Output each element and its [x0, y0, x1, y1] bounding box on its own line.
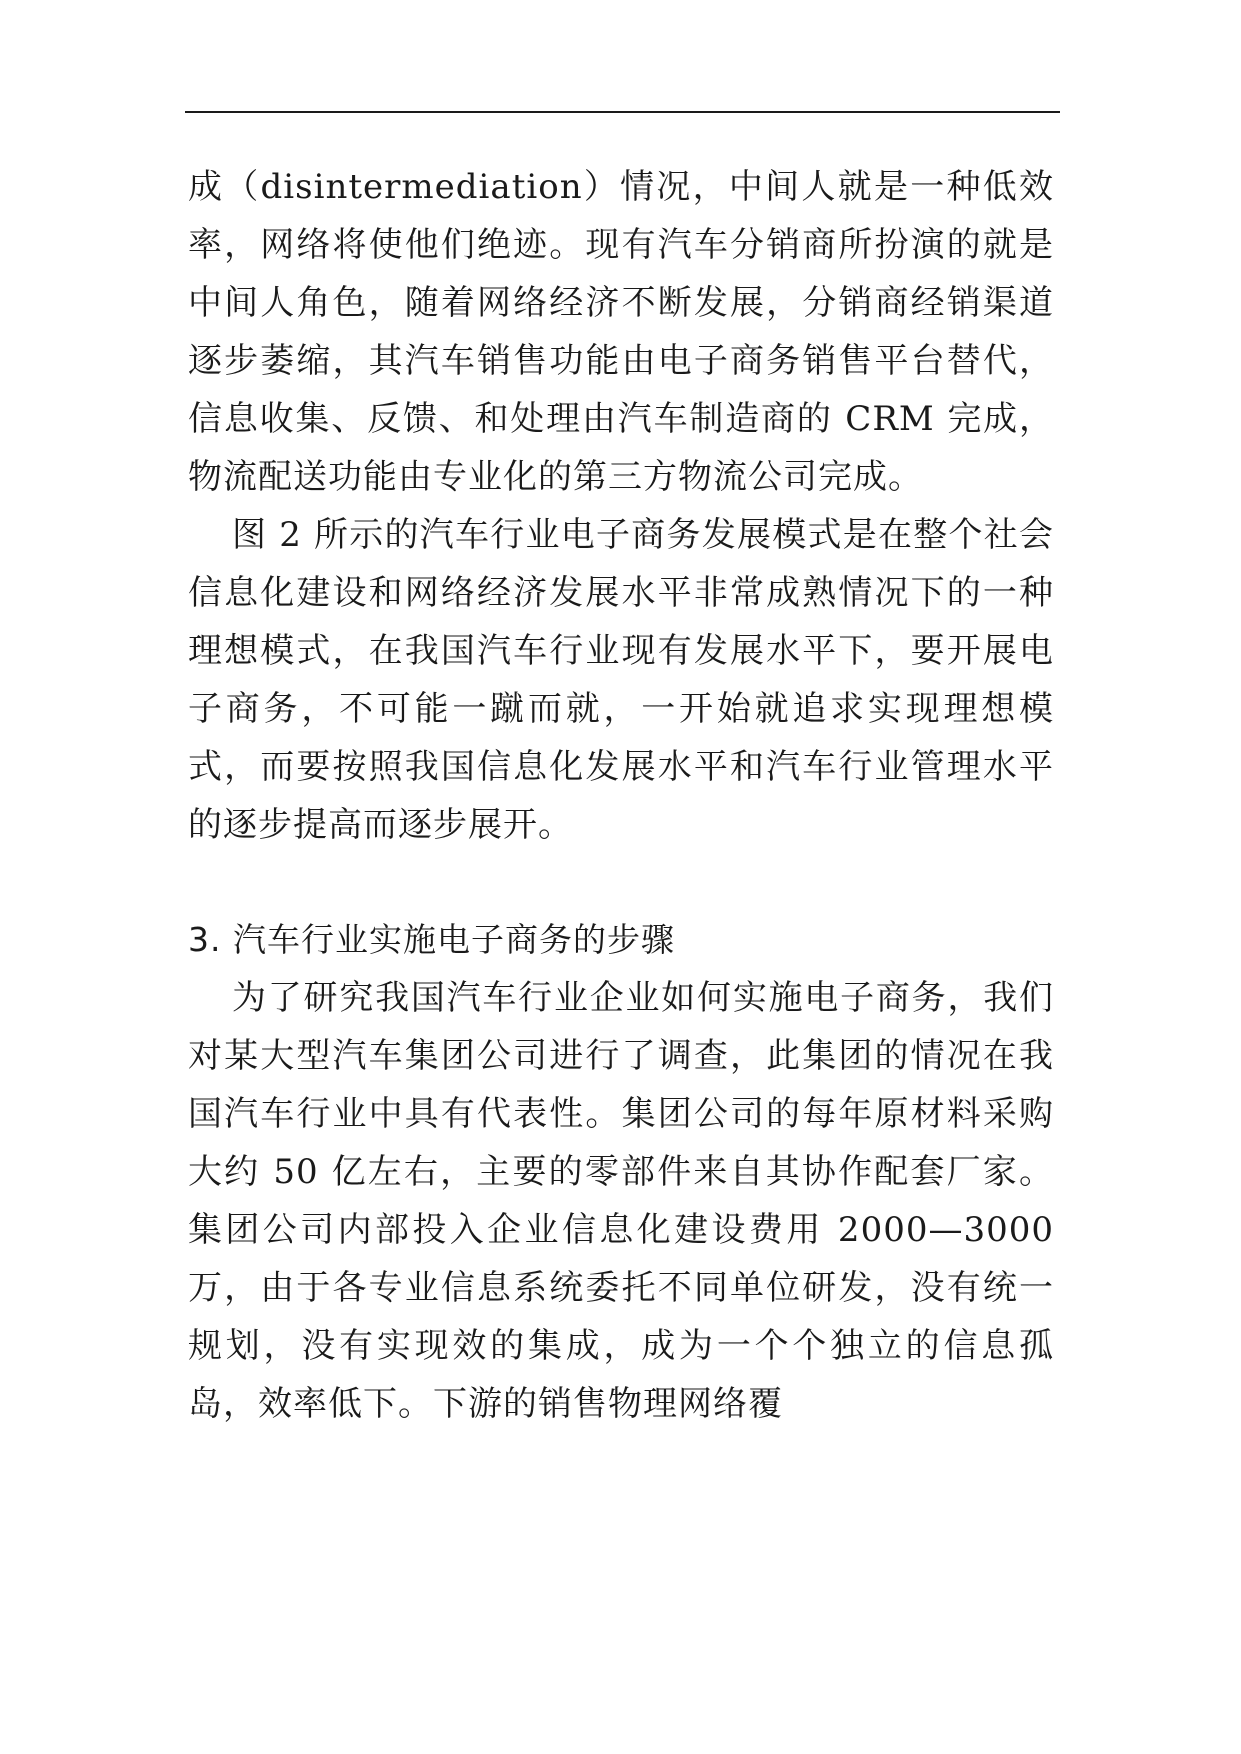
body-paragraph-2: 图 2 所示的汽车行业电子商务发展模式是在整个社会信息化建设和网络经济发展水平非常成熟情况下的一种理想模式，在我国汽车行业现有发展水平下，要开展电子商务，不可能一蹴而就，一开始就追求实现理想模式，而要按照我国信息化发展水平和汽车行业管理水平的逐步提高而逐步展开。 [188, 515, 1054, 845]
header-rule [185, 111, 1060, 113]
body-paragraph-3: 为了研究我国汽车行业企业如何实施电子商务，我们对某大型汽车集团公司进行了调查，此集团的情况在我国汽车行业中具有代表性。集团公司的每年原材料采购大约 50 亿左右，主要的零部件来自其协作配套厂家。集团公司内部投入企业信息化建设费用 2000—3000 万，由于各专业信息系统委托不同单位研发，没有统一规划，没有实现效的集成，成为一个个独立的信息孤岛，效率低下。下游的销售物理网络覆 [188, 978, 1054, 1424]
section-heading: 3. 汽车行业实施电子商务的步骤 [188, 920, 675, 959]
page-body [188, 158, 1054, 1433]
body-paragraph-1: 成（disintermediation）情况，中间人就是一种低效率，网络将使他们绝迹。现有汽车分销商所扮演的就是中间人角色，随着网络经济不断发展，分销商经销渠道逐步萎缩，其汽车销售功能由电子商务销售平台替代，信息收集、反馈、和处理由汽车制造商的 CRM 完成，物流配送功能由专业化的第三方物流公司完成。 [188, 167, 1054, 497]
